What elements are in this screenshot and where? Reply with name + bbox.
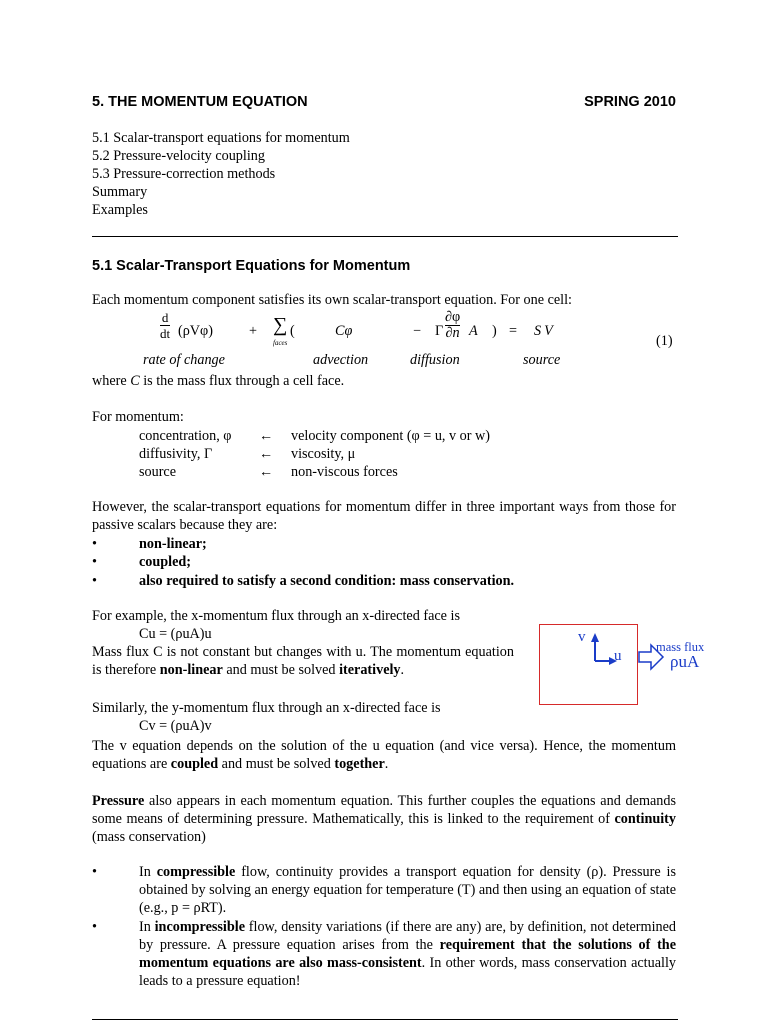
v-label: v [578, 629, 586, 645]
document-title: 5. THE MOMENTUM EQUATION [92, 94, 308, 110]
however-paragraph: However, the scalar-transport equations for momentum differ in three important ways from those for passive scalars because they are: [92, 499, 676, 533]
table-of-contents [92, 129, 350, 219]
v-arrow-head-icon [591, 633, 599, 642]
footer-divider [92, 1019, 678, 1020]
mapping-arrow: ← [259, 464, 274, 480]
area-symbol: A [469, 323, 478, 339]
bullet-icon: • [92, 573, 97, 589]
toc-item: 5.1 Scalar-transport equations for momentum [92, 130, 350, 146]
bullet-icon: • [92, 864, 97, 880]
bullet-icon: • [92, 536, 97, 552]
label-advection: advection [313, 352, 369, 368]
derivative-denominator: dt [160, 326, 171, 341]
x-flux-explanation: Mass flux C is not constant but changes with u. The momentum equation is therefore non-linear and must be solved iteratively. [92, 644, 514, 678]
advection-term: Cφ [335, 323, 353, 339]
normal-derivative-denominator: ∂n [445, 325, 460, 341]
mass-flux-definition: where C is the mass flux through a cell face. [92, 373, 345, 389]
pressure-paragraph: Pressure also appears in each momentum equation. This further couples the equations and demands some means of determining pressure. Mathematically, this is linked to the requirement of continuity (mass conservation) [92, 793, 676, 845]
mapping-target: velocity component (φ = u, v or w) [291, 428, 491, 444]
mapping-row: concentration, φ [139, 428, 232, 444]
label-source: source [523, 352, 561, 368]
sum-subscript: faces [273, 339, 288, 347]
x-flux-formula: Cu = (ρuA)u [139, 626, 212, 642]
mapping-target: viscosity, μ [291, 446, 356, 462]
equation-number: (1) [656, 333, 673, 349]
label-rate-of-change: rate of change [143, 352, 225, 368]
sum-symbol: ∑ [273, 314, 288, 336]
normal-derivative-numerator: ∂φ [445, 309, 461, 325]
minus-sign: − [413, 323, 422, 339]
mass-flux-label: mass flux [656, 640, 705, 654]
bullet-icon: • [92, 919, 97, 935]
equals-sign: = [509, 323, 518, 339]
mapping-row: source [139, 464, 177, 480]
close-paren: ) [492, 323, 497, 339]
mapping-row: diffusivity, Γ [139, 446, 213, 462]
source-term: SV [534, 323, 556, 339]
incompressible-case: In incompressible flow, density variations (if there are any) are, by definition, not determined by pressure. A pressure equation arises from the requirement that the solutions of the momentum equations are also mass-consistent. In other words, mass conservation actually leads to a pressure equation! [139, 919, 676, 989]
mapping-arrow: ← [259, 446, 274, 462]
rho-u-a-label: ρuA [670, 652, 700, 671]
y-flux-formula: Cv = (ρuA)v [139, 718, 212, 734]
section-title: 5.1 Scalar-Transport Equations for Momentum [92, 258, 411, 274]
label-diffusion: diffusion [410, 352, 460, 368]
intro-paragraph: Each momentum component satisfies its own scalar-transport equation. For one cell: [92, 292, 572, 308]
mapping-arrow: ← [259, 428, 274, 444]
coupling-paragraph: The v equation depends on the solution of the u equation (and vice versa). Hence, the momentum equations are coupled and must be solved together. [92, 738, 676, 772]
section-divider [92, 236, 678, 237]
mapping-target: non-viscous forces [291, 464, 398, 480]
bullet-icon: • [92, 554, 97, 570]
x-flux-intro: For example, the x-momentum flux through an x-directed face is [92, 608, 460, 624]
for-momentum-label: For momentum: [92, 409, 184, 425]
toc-item: 5.2 Pressure-velocity coupling [92, 148, 265, 164]
document-term: SPRING 2010 [584, 94, 676, 110]
compressible-case: In compressible flow, continuity provides a transport equation for density (ρ). Pressure is obtained by solving an energy equation for temperature (T) and then using an equation of state (e.g., p = ρRT). [139, 864, 676, 916]
normal-derivative [445, 310, 460, 341]
plus-sign: + [249, 323, 258, 339]
u-label: u [614, 648, 622, 664]
y-flux-intro: Similarly, the y-momentum flux through an x-directed face is [92, 700, 441, 716]
rate-term: (ρVφ) [178, 323, 213, 339]
time-derivative [160, 310, 170, 341]
toc-item: 5.3 Pressure-correction methods [92, 166, 276, 182]
gamma-symbol: Γ [435, 323, 444, 339]
toc-item: Summary [92, 184, 148, 200]
open-paren: ( [290, 323, 295, 339]
toc-item: Examples [92, 202, 148, 218]
derivative-numerator: d [161, 310, 169, 325]
